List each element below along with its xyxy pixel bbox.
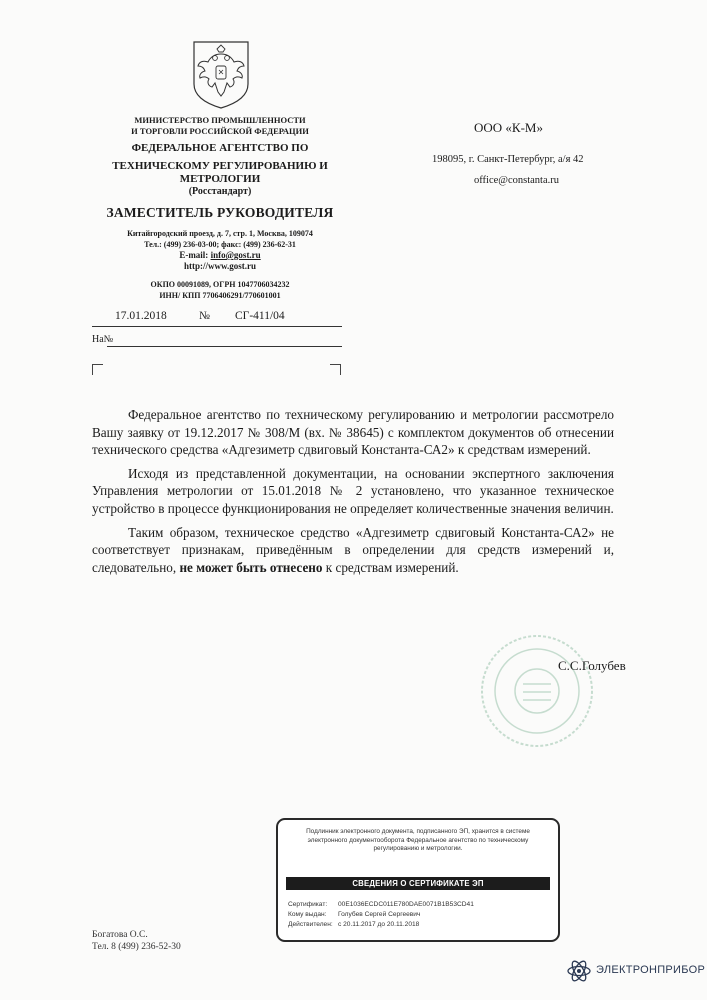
- body-paragraph-3-end: к средствам измерений.: [322, 559, 459, 575]
- footer-logo: [566, 958, 706, 984]
- electronic-signature-stamp: [276, 818, 560, 942]
- number-sign: №: [199, 310, 210, 322]
- registration-number: СГ-411/04: [235, 310, 285, 322]
- inn-kpp: ИНН/ КПП 7706406291/770601001: [159, 290, 281, 300]
- sender-letterhead: [60, 115, 380, 301]
- ep-cert-row: [288, 900, 474, 910]
- reference-underline: [107, 346, 342, 347]
- ep-certificate-title: СВЕДЕНИЯ О СЕРТИФИКАТЕ ЭП: [286, 877, 550, 890]
- agency-line-3: МЕТРОЛОГИИ: [179, 173, 261, 185]
- sender-website[interactable]: http://www.gost.ru: [183, 261, 256, 271]
- ep-valid-value: с 20.11.2017 до 20.11.2018: [338, 921, 420, 928]
- ep-stamp-notice: Подлинник электронного документа, подписанного ЭП, хранится в системе электронного документооборота Федеральное агентство по техническому регулированию и метрологии.: [306, 828, 530, 853]
- ep-valid-row: [288, 920, 474, 930]
- body-paragraph-1: Федеральное агентство по техническому регулированию и метрологии рассмотрело Вашу заявку от 19.12.2017 № 308/М (вх. № 38645) с комплектом документов об отнесении технического средства «Адгезиметр сдвиговый Константа-СА2» к средствам измерений.: [92, 407, 614, 458]
- sender-email[interactable]: info@gost.ru: [210, 250, 261, 260]
- ep-valid-label: Действителен:: [288, 921, 333, 928]
- recipient-name: ООО «К-М»: [474, 120, 543, 135]
- address-corner-right: [330, 364, 341, 375]
- position-title: ЗАМЕСТИТЕЛЬ РУКОВОДИТЕЛЯ: [106, 205, 334, 220]
- ep-issued-value: Голубев Сергей Сергеевич: [338, 911, 421, 918]
- registration-date: 17.01.2018: [115, 310, 167, 322]
- sender-phones: Тел.: (499) 236-03-00; факс: (499) 236-62-31: [144, 239, 296, 249]
- body-paragraph-3-start: Таким образом, техническое средство «Адгезиметр сдвиговый Константа-СА2» не соответствует признакам, приведённым в определении для средств измерений и, следовательно,: [92, 524, 614, 575]
- ep-cert-label: Сертификат:: [288, 901, 328, 908]
- sender-address: Китайгородский проезд, д. 7, стр. 1, Москва, 109074: [127, 229, 313, 238]
- reference-number-label: На№: [92, 334, 114, 345]
- okpo-ogrn: ОКПО 00091089, ОГРН 1047706034232: [150, 280, 290, 289]
- address-corner-left: [92, 364, 103, 375]
- ep-certificate-details: [288, 900, 474, 930]
- executor-phone: Тел. 8 (499) 236-52-30: [92, 942, 181, 952]
- recipient-email: office@constanta.ru: [474, 175, 559, 186]
- agency-line-2: ТЕХНИЧЕСКОМУ РЕГУЛИРОВАНИЮ И: [112, 160, 328, 172]
- ep-issued-label: Кому выдан:: [288, 911, 327, 918]
- signatory-name: С.С.Голубев: [558, 658, 626, 673]
- ep-issued-row: [288, 910, 474, 920]
- coat-of-arms-emblem: [188, 40, 254, 110]
- ministry-line-1: МИНИСТЕРСТВО ПРОМЫШЛЕННОСТИ: [134, 115, 306, 125]
- registration-underline: [92, 326, 342, 327]
- body-paragraph-3: [92, 524, 614, 577]
- letter-body: [92, 406, 614, 582]
- executor-block: [92, 929, 181, 953]
- recipient-block: [432, 120, 584, 186]
- atom-logo-icon: [566, 958, 592, 984]
- executor-name: Богатова О.С.: [92, 930, 148, 940]
- footer-logo-text: ЭЛЕКТРОНПРИБОР: [596, 964, 706, 976]
- agency-short-name: (Росстандарт): [188, 186, 252, 197]
- ep-cert-value: 00E1036ECDC011E780DAE0071B1B53CD41: [338, 901, 474, 908]
- agency-line-1: ФЕДЕРАЛЬНОЕ АГЕНТСТВО ПО: [131, 142, 309, 154]
- body-paragraph-3-emphasis: не может быть отнесено: [179, 559, 323, 575]
- faint-round-stamp: [478, 632, 596, 750]
- ministry-line-2: И ТОРГОВЛИ РОССИЙСКОЙ ФЕДЕРАЦИИ: [131, 126, 309, 136]
- email-label: E-mail:: [179, 250, 209, 260]
- recipient-address: 198095, г. Санкт-Петербург, а/я 42: [432, 154, 584, 165]
- body-paragraph-2: Исходя из представленной документации, на основании экспертного заключения Управления метрологии от 15.01.2018 № 2 установлено, что указанное техническое устройство в процессе функционирования не определяет количественные значения величин.: [92, 465, 614, 516]
- sender-email-line: [60, 250, 380, 261]
